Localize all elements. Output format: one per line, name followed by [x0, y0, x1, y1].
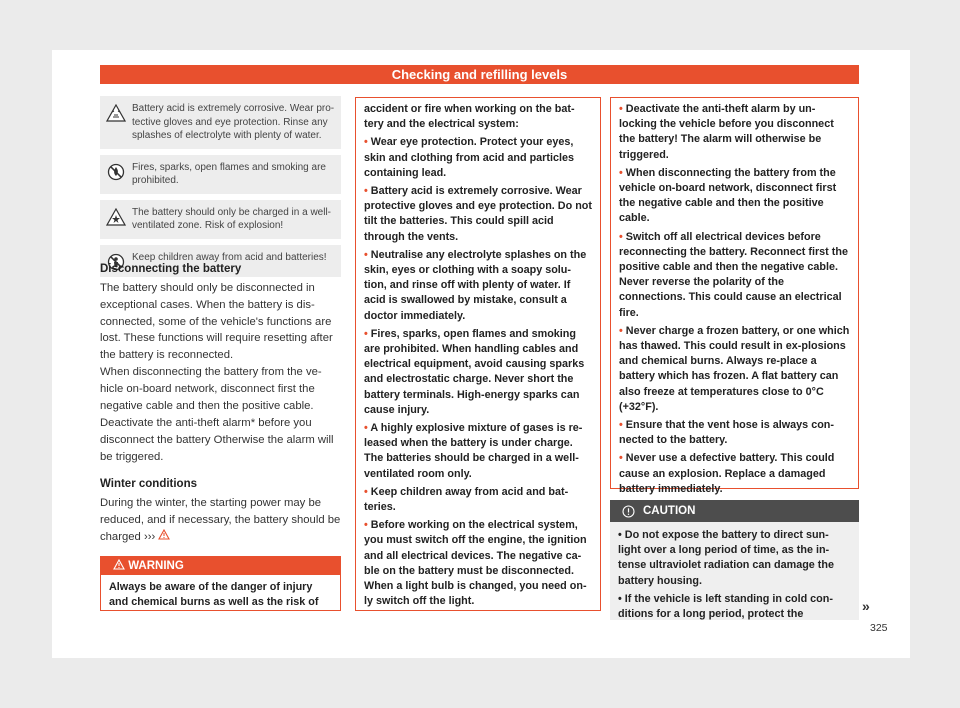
- warning-item: • Neutralise any electrolyte splashes on the skin, eyes or clothing with a soapy solu-tion, and rinse off with plenty of water. If acid is swallowed by mistake, consult a doctor immediately.: [364, 248, 587, 322]
- winter-heading: Winter conditions: [100, 478, 198, 490]
- winter-text: During the winter, the starting power may be reduced, and if necessary, the battery should be charged: [100, 497, 341, 543]
- warning-item: • Deactivate the anti-theft alarm by un-locking the vehicle before you disconnect the battery! The alarm will otherwise be triggered.: [619, 103, 834, 161]
- winter-paragraph: [100, 495, 342, 545]
- warning-item: • When disconnecting the battery from the vehicle on-board network, disconnect first the negative cable and then the positive cable.: [619, 166, 837, 225]
- caution-title: CAUTION: [643, 505, 696, 517]
- warning-item: • Fires, sparks, open flames and smoking are prohibited. When handling cables and electrical equipment, avoid causing sparks and electrostatic charge. Never short the battery terminals. High-energy sparks can cause injury.: [364, 327, 585, 416]
- warning-text: Always be aware of the danger of injury and chemical burns as well as the risk of: [109, 581, 319, 608]
- explosion-icon: [100, 206, 132, 226]
- note-explosion: [100, 200, 341, 239]
- note-text: Fires, sparks, open flames and smoking are prohibited.: [132, 161, 326, 186]
- caution-item: • If the vehicle is left standing in cold con-ditions for a long period, protect the: [618, 592, 833, 621]
- section-banner: Checking and refilling levels: [100, 65, 859, 84]
- warning-item: • Never charge a frozen battery, or one which has thawed. This could result in ex-plosions and chemical burns. Always re-place a battery which has frozen. A flat battery can also freeze at temperatures close to 0°C (+32°F).: [619, 324, 850, 413]
- warning-box: [100, 556, 341, 611]
- continued-marker: »: [862, 598, 870, 614]
- cross-reference-link[interactable]: ›››: [143, 530, 156, 543]
- warning-intro: accident or fire when working on the bat-tery and the electrical system:: [364, 103, 575, 131]
- symbol-notes: [100, 96, 341, 283]
- note-text: The battery should only be charged in a well-ventilated zone. Risk of explosion!: [132, 206, 332, 231]
- disconnecting-paragraph-2: When disconnecting the battery from the ve-hicle on-board network, disconnect first the negative cable and then the positive cable.: [100, 366, 322, 412]
- note-no-fire: [100, 155, 341, 194]
- caution-header: [610, 500, 859, 522]
- page-number: 325: [870, 622, 888, 634]
- caution-box: [610, 500, 859, 620]
- corrosive-icon: [100, 102, 132, 122]
- warning-header: [101, 557, 340, 575]
- warning-item: • Before working on the electrical system, you must switch off the engine, the ignition and all electrical devices. The negative ca-ble on the battery must be disconnected. When a light bulb is changed, you need on-ly switch off the light.: [364, 519, 587, 608]
- warning-item: • Battery acid is extremely corrosive. Wear protective gloves and eye protection. Do not tilt the batteries. This could spill acid through the vents.: [364, 185, 592, 243]
- no-fire-icon: [100, 161, 132, 181]
- warning-item: • Wear eye protection. Protect your eyes, skin and clothing from acid and particles containing lead.: [364, 136, 574, 179]
- note-text: Keep children away from acid and batteries!: [132, 251, 327, 263]
- note-corrosive: [100, 96, 341, 149]
- note-text: Battery acid is extremely corrosive. Wear pro-tective gloves and eye protection. Rinse any splashes of electrolyte with plenty of water.: [132, 103, 335, 141]
- warning-continued-box-right: [610, 97, 859, 495]
- warning-item: • Never use a defective battery. This could cause an explosion. Replace a damaged battery immediately.: [619, 452, 835, 495]
- warning-icon: [113, 560, 125, 572]
- warning-item: • A highly explosive mixture of gases is re-leased when the battery is under charge. The batteries should be charged in a well-ventilated room only.: [364, 422, 583, 480]
- disconnecting-heading: Disconnecting the battery: [100, 263, 242, 275]
- warning-triangle-icon: [158, 531, 170, 543]
- disconnecting-paragraph-3: Deactivate the anti-theft alarm* before you disconnect the battery Otherwise the alarm will be triggered.: [100, 417, 334, 463]
- warning-item: • Keep children away from acid and bat-teries.: [364, 485, 569, 514]
- warning-continued-box: [355, 97, 601, 611]
- warning-item: • Switch off all electrical devices before reconnecting the battery. Reconnect first the positive cable and then the negative cable. Never reverse the polarity of the connections. This could cause an electrical fire.: [619, 230, 848, 319]
- disconnecting-paragraph-1: The battery should only be disconnected in exceptional cases. When the battery is dis-connected, some of the vehicle's functions are lost. These functions will require resetting after the battery is reconnected.: [100, 282, 333, 362]
- warning-item: • Ensure that the vent hose is always con-nected to the battery.: [619, 419, 834, 447]
- caution-item: • Do not expose the battery to direct sun-light over a long period of time, as the in-tense ultraviolet radiation can damage the battery housing.: [618, 529, 834, 587]
- warning-title: WARNING: [128, 560, 184, 572]
- caution-icon: [622, 505, 635, 518]
